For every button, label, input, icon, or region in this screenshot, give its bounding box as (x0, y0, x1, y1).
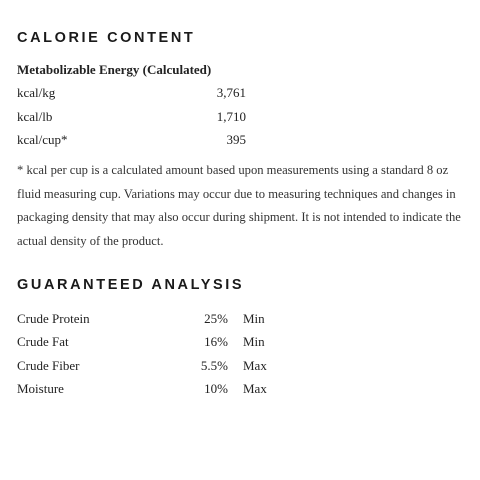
energy-label: kcal/lb (17, 109, 53, 124)
analysis-label: Crude Fiber (17, 358, 80, 373)
analysis-value: 10% (204, 381, 228, 396)
energy-value: 395 (226, 132, 246, 147)
metabolizable-energy-subheading: Metabolizable Energy (Calculated) (17, 62, 212, 77)
analysis-qualifier: Max (243, 358, 267, 373)
analysis-label: Crude Protein (17, 311, 90, 326)
analysis-value: 25% (204, 311, 228, 326)
energy-label: kcal/kg (17, 85, 56, 100)
analysis-label: Moisture (17, 381, 64, 396)
calorie-content-heading: CALORIE CONTENT (17, 30, 196, 46)
analysis-value: 5.5% (200, 358, 228, 373)
calorie-footnote: * kcal per cup is a calculated amount based upon measurements using a standard 8 oz fluid measuring cup. Variations may occur due to measuring techniques and changes in packaging density that may also occur during shipment. It is not intended to indicate the actual density of the product. (17, 163, 461, 248)
analysis-label: Crude Fat (17, 334, 69, 349)
analysis-qualifier: Max (243, 381, 267, 396)
energy-value: 1,710 (216, 109, 246, 124)
guaranteed-analysis-heading: GUARANTEED ANALYSIS (17, 277, 245, 293)
analysis-qualifier: Min (243, 334, 265, 349)
analysis-value: 16% (204, 334, 228, 349)
energy-value: 3,761 (216, 85, 246, 100)
analysis-qualifier: Min (243, 311, 265, 326)
energy-label: kcal/cup* (17, 132, 68, 147)
